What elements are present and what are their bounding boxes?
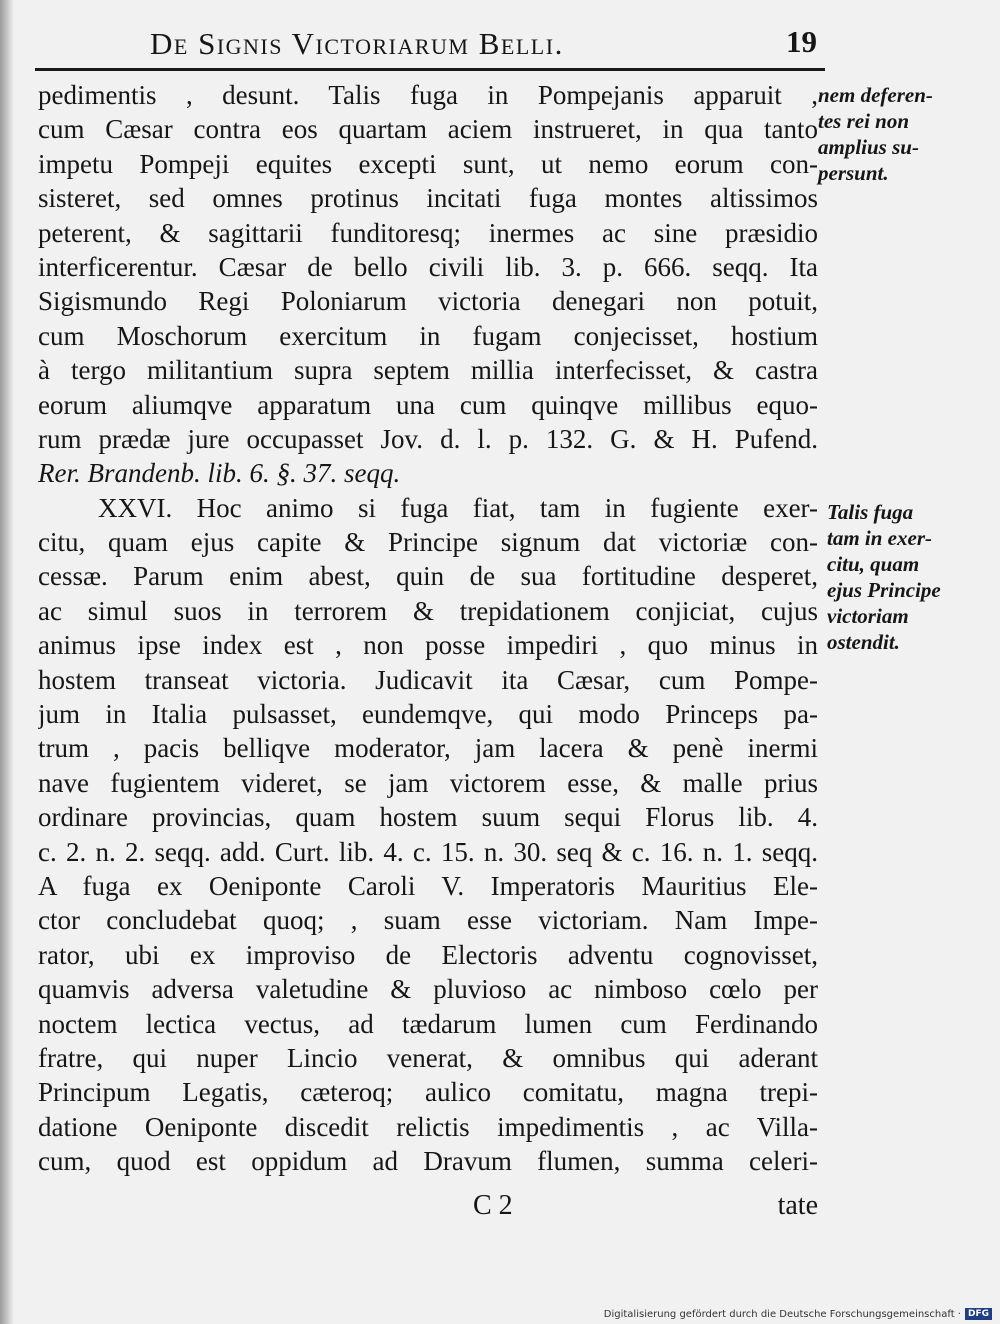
text-line: cessæ. Parum enim abest, quin de sua fortitudine desperet,	[38, 561, 818, 592]
running-head	[35, 18, 825, 66]
text-line: pedimentis , desunt. Talis fuga in Pompejanis apparuit ,	[38, 80, 818, 110]
text-line: ac simul suos in terrorem & trepidationem conjiciat, cujus	[38, 595, 818, 626]
section-heading-line: XXVI. Hoc animo si fuga fiat, tam in fugiente exer-	[98, 492, 818, 523]
text-line: ordinare provincias, quam hostem suum sequi Florus lib. 4.	[38, 802, 818, 833]
marginal-note-line: citu, quam	[827, 552, 920, 576]
marginal-note-line: amplius su-	[818, 135, 919, 159]
text-line: cum Moschorum exercitum in fugam conjecisset, hostium	[38, 320, 818, 351]
text-line: cum Cæsar contra eos quartam aciem instrueret, in qua tanto	[38, 114, 818, 145]
text-line: A fuga ex Oeniponte Caroli V. Imperatoris Mauritius Ele-	[38, 870, 818, 901]
text-line: Rer. Brandenb. lib. 6. §. 37. seqq.	[38, 458, 401, 489]
marginal-note-line: ostendit.	[827, 630, 900, 654]
main-text-block	[38, 78, 818, 1179]
text-line: Principum Legatis, cæteroq; aulico comitatu, magna trepi-	[38, 1077, 818, 1108]
text-line: noctem lectica vectus, ad tædarum lumen cum Ferdinando	[38, 1008, 818, 1039]
text-line: interficerentur. Cæsar de bello civili lib. 3. p. 666. seqq. Ita	[38, 251, 818, 282]
marginal-note	[827, 499, 941, 655]
text-line: sisteret, sed omnes protinus incitati fuga montes altissimos	[38, 183, 818, 214]
text-line: rator, ubi ex improviso de Electoris adventu cognovisset,	[38, 939, 818, 970]
text-line: datione Oeniponte discedit relictis impedimentis , ac Villa-	[38, 1111, 818, 1142]
marginal-note-line: Talis fuga	[827, 500, 914, 524]
catchline	[38, 1190, 818, 1224]
text-line: ctor concludebat quoq; , suam esse victoriam. Nam Impe-	[38, 905, 818, 936]
text-line: c. 2. n. 2. seqq. add. Curt. lib. 4. c. 15. n. 30. seq & c. 16. n. 1. seqq.	[38, 836, 818, 867]
marginal-note	[818, 82, 933, 186]
text-line: trum , pacis belliqve moderator, jam lacera & penè inermi	[38, 733, 818, 764]
text-line: nave fugientem videret, se jam victorem esse, & malle prius	[38, 767, 818, 798]
page-number: 19	[786, 24, 817, 59]
text-line: rum prædæ jure occupasset Jov. d. l. p. 132. G. & H. Pufend.	[38, 423, 818, 454]
dfg-logo-icon: DFG	[965, 1308, 992, 1320]
footer-credit: Digitalisierung gefördert durch die Deutsche Forschungsgemeinschaft ·	[603, 1308, 961, 1320]
text-line: peterent, & sagittarii funditoresq; inermes ac sine præsidio	[38, 217, 818, 248]
marginal-note-line: victoriam	[827, 604, 909, 628]
marginal-note-line: persunt.	[818, 161, 889, 185]
signature-mark: C 2	[473, 1190, 513, 1221]
catchword: tate	[777, 1190, 818, 1221]
text-line: eorum aliumqve apparatum una cum quinqve millibus equo-	[38, 389, 818, 420]
page-edge-shadow	[0, 0, 14, 1324]
marginal-note-line: tes rei non	[818, 109, 910, 133]
text-line: quamvis adversa valetudine & pluvioso ac nimboso cœlo per	[38, 974, 818, 1005]
text-line: à tergo militantium supra septem millia interfecisset, & castra	[38, 355, 818, 386]
text-line: citu, quam ejus capite & Principe signum dat victoriæ con-	[38, 527, 818, 558]
marginal-note-line: ejus Principe	[827, 578, 941, 602]
text-line: animus ipse index est , non posse impediri , quo minus in	[38, 630, 818, 661]
text-line: hostem transeat victoria. Judicavit ita Cæsar, cum Pompe-	[38, 664, 818, 695]
running-title: De Signis Victoriarum Belli.	[150, 26, 564, 61]
text-line: impetu Pompeji equites excepti sunt, ut nemo eorum con-	[38, 148, 818, 179]
text-line: fratre, qui nuper Lincio venerat, & omnibus qui aderant	[38, 1042, 818, 1073]
digitization-footer	[604, 1308, 992, 1320]
marginal-note-line: nem deferen-	[818, 83, 933, 107]
text-line: cum, quod est oppidum ad Dravum flumen, summa celeri-	[38, 1146, 818, 1177]
header-rule	[35, 68, 825, 71]
marginal-note-line: tam in exer-	[827, 526, 932, 550]
text-line: jum in Italia pulsasset, eundemqve, qui modo Princeps pa-	[38, 699, 818, 730]
text-line: Sigismundo Regi Poloniarum victoria denegari non potuit,	[38, 286, 818, 317]
